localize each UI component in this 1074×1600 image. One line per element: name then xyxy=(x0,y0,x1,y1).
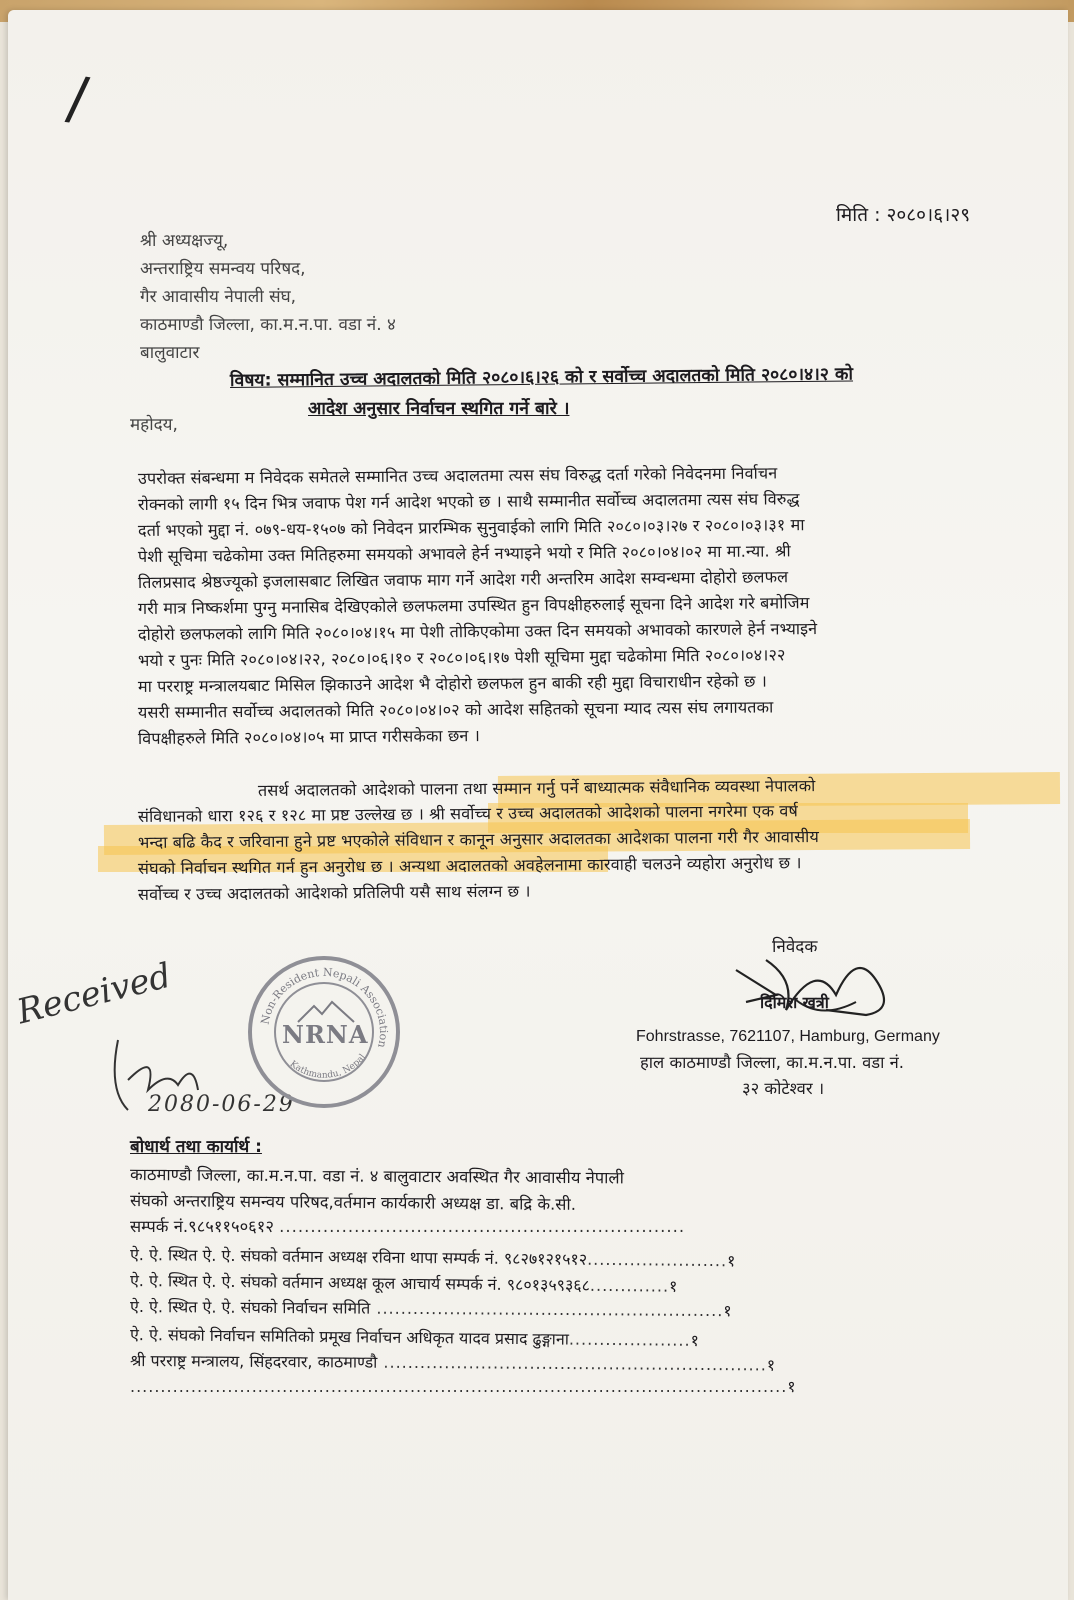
received-date: 2080-06-29 xyxy=(148,1092,295,1117)
cc-item-count: १ xyxy=(669,1276,678,1296)
cc-heading: बोधार्थ तथा कार्यार्थ : xyxy=(130,1137,262,1157)
cc-item-count: १ xyxy=(726,1251,736,1271)
subject-line-1: विषय: सम्मानित उच्च अदालतको मिति २०८०।६।२६ को र सर्वोच्च अदालतको मिति २०८०।४।२ को xyxy=(229,364,854,391)
cc-item-count: १ xyxy=(787,1377,796,1396)
recipient-line: गैर आवासीय नेपाली संघ, xyxy=(140,287,297,307)
letter-sheet xyxy=(8,10,1068,1600)
cc-item-text: ऐ. ऐ. स्थित ऐ. ऐ. संघको वर्तमान अध्यक्ष कूल आचार्य सम्पर्क नं. ९८०१३५९३६८ xyxy=(129,1271,591,1295)
dot-leader: .................... xyxy=(568,1329,691,1350)
stamp-city-label: Kathmandu, Nepal xyxy=(287,1052,368,1081)
applicant-label: निवेदक xyxy=(772,937,818,957)
body-line: तसर्थ अदालतको आदेशको पालना तथा सम्मान गर्नु पर्ने बाध्यात्मक संवैधानिक व्यवस्था नेपालको xyxy=(257,776,816,800)
applicant-name: दिमिश खत्री xyxy=(760,993,829,1012)
cc-intro-line: काठमाण्डौ जिल्ला, का.म.न.पा. वडा नं. ४ बालुवाटार अवस्थित गैर आवासीय नेपाली xyxy=(129,1165,625,1188)
cc-item-text: श्री परराष्ट्र मन्त्रालय, सिंहदरवार, काठमाण्डौ xyxy=(129,1351,378,1372)
recipient-line: काठमाण्डौ जिल्ला, का.म.न.पा. वडा नं. ४ xyxy=(140,315,396,335)
letter-date: मिति : २०८०।६।२९ xyxy=(836,204,971,226)
body-line: संविधानको धारा १२६ र १२८ मा प्रष्ट उल्लेख छ । श्री सर्वोच्च र उच्च अदालतको आदेशको पालना नगरेमा एक वर्ष xyxy=(137,801,798,826)
subject-line-2: आदेश अनुसार निर्वाचन स्थगित गर्ने बारे । xyxy=(308,399,570,419)
recipient-line: बालुवाटार xyxy=(140,343,200,363)
signature-image xyxy=(726,940,906,1030)
body-line: सर्वोच्च र उच्च अदालतको आदेशको प्रतिलिपी यसै साथ संलग्न छ । xyxy=(137,881,531,904)
body-line: उपरोक्त संबन्धमा म निवेदक समेतले सम्मानित उच्च अदालतमा त्यस संघ विरुद्ध दर्ता गरेको निवेदनमा निर्वाचन xyxy=(137,463,778,488)
cc-item-extra xyxy=(130,1374,796,1400)
cc-contact xyxy=(130,1214,685,1240)
received-note: Received xyxy=(13,955,176,1033)
body-line: यसरी सम्मानीत सर्वोच्च अदालतको मिति २०८०।०४।०२ को आदेश सहितको सूचना म्याद त्यस संघ लगायतका xyxy=(137,697,774,722)
dot-leader: ................................................................. xyxy=(279,1217,686,1236)
body-line: तिलप्रसाद श्रेष्ठज्यूको इजलासबाट लिखित जवाफ माग गर्ने आदेश गरी अन्तरिम आदेश सम्वन्धमा दोहोरो छलफल xyxy=(137,567,789,592)
cc-intro-line: संघको अन्तराष्ट्रिय समन्वय परिषद,वर्तमान कार्यकारी अध्यक्ष डा. बद्रि के.सी. xyxy=(129,1191,577,1214)
dot-leader: ....................... xyxy=(587,1249,728,1271)
body-line: भयो र पुनः मिति २०८०।०४।२२, २०८०।०६।१० र २०८०।०६।१७ पेशी सूचिमा मुद्दा चढेकोमा मिति २०८०।०४।२२ xyxy=(137,645,786,670)
body-line: मा परराष्ट्र मन्त्रालयबाट मिसिल झिकाउने आदेश भै दोहोरो छलफल हुन बाकी रही मुद्दा विचाराधीन रहेको छ । xyxy=(137,671,768,696)
stamp-logo-text: NRNA xyxy=(282,1020,369,1049)
body-line: पेशी सूचिमा चढेकोमा उक्त मितिहरुमा समयको अभावले हेर्न नभ्याइने भयो र मिति २०८०।०४।०२ मा मा.न्या. श्री xyxy=(137,541,791,566)
applicant-address-1: Fohrstrasse, 7621107, Hamburg, Germany xyxy=(636,1028,940,1045)
body-line: दर्ता भएको मुद्दा नं. ०७९-धय-१५०७ को निवेदन प्रारम्भिक सुनुवाईको लागि मिति २०८०।०३।२७ र २०८०।०३।३१ मा xyxy=(137,515,805,540)
body-line: रोक्नको लागी १५ दिन भित्र जवाफ पेश गर्न आदेश भएको छ । साथै सम्मानीत सर्वोच्च अदालतमा त्यस संघ विरुद्ध xyxy=(137,489,800,514)
recipient-line: श्री अध्यक्षज्यू, xyxy=(140,231,229,251)
dot-leader: ......................................................... xyxy=(370,1298,724,1321)
cc-contact-number: सम्पर्क नं.९८५११५०६१२ xyxy=(130,1217,274,1236)
cc-item xyxy=(130,1294,732,1324)
mountain-icon xyxy=(296,1000,356,1024)
salutation: महोदय, xyxy=(130,415,178,435)
dot-leader: ............. xyxy=(589,1275,670,1296)
dot-leader: ............................................................................................................ xyxy=(130,1377,788,1396)
body-line: भन्दा बढि कैद र जरिवाना हुने प्रष्ट भएकोले संविधान र कानून अनुसार अदालतका आदेशका पालना गरी गैर आवासीय xyxy=(137,827,819,852)
body-line: संघको निर्वाचन स्थगित गर्न हुन अनुरोध छ । अन्यथा अदालतको अवहेलनामा कारवाही चलउने व्यहोरा अनुरोध छ । xyxy=(137,853,802,878)
stamp-ring-label: Non-Resident Nepali Association xyxy=(258,965,391,1050)
cc-item-count: १ xyxy=(766,1355,776,1375)
nrna-stamp xyxy=(248,956,400,1108)
slash-mark: / xyxy=(63,62,93,134)
body-line: विपक्षीहरुले मिति २०८०।०४।०५ मा प्राप्त गरीसकेका छन । xyxy=(137,726,481,748)
cc-item-count: १ xyxy=(690,1330,700,1350)
cc-item-text: ऐ. ऐ. स्थित ऐ. ऐ. संघको निर्वाचन समिति xyxy=(129,1297,371,1318)
body-line: दोहोरो छलफलको लागि मिति २०८०।०४।१५ मा पेशी तोकिएकोमा उक्त दिन समयको अभावको कारणले हेर्न नभ्याइने xyxy=(137,619,818,644)
dot-leader: ............................................................... xyxy=(377,1352,767,1375)
cc-item-text: ऐ. ऐ. स्थित ऐ. ऐ. संघको वर्तमान अध्यक्ष रविना थापा सम्पर्क नं. ९८२७१२१५१२ xyxy=(129,1245,588,1269)
applicant-address-2: हाल काठमाण्डौ जिल्ला, का.म.न.पा. वडा नं. xyxy=(640,1053,904,1072)
cc-item-count: १ xyxy=(723,1301,732,1321)
cc-item-text: ऐ. ऐ. संघको निर्वाचन समितिको प्रमूख निर्वाचन अधिकृत यादव प्रसाद ढुङ्गाना xyxy=(129,1325,570,1349)
recipient-line: अन्तराष्ट्रिय समन्वय परिषद, xyxy=(140,259,306,279)
applicant-address-3: ३२ कोटेश्वर । xyxy=(742,1079,825,1098)
body-line: गरी मात्र निष्कर्शमा पुग्नु मनासिब देखिएकोले छलफलमा उपस्थित हुन विपक्षीहरुलाई सूचना दिने आदेश गरे बमोजिम xyxy=(137,593,810,618)
